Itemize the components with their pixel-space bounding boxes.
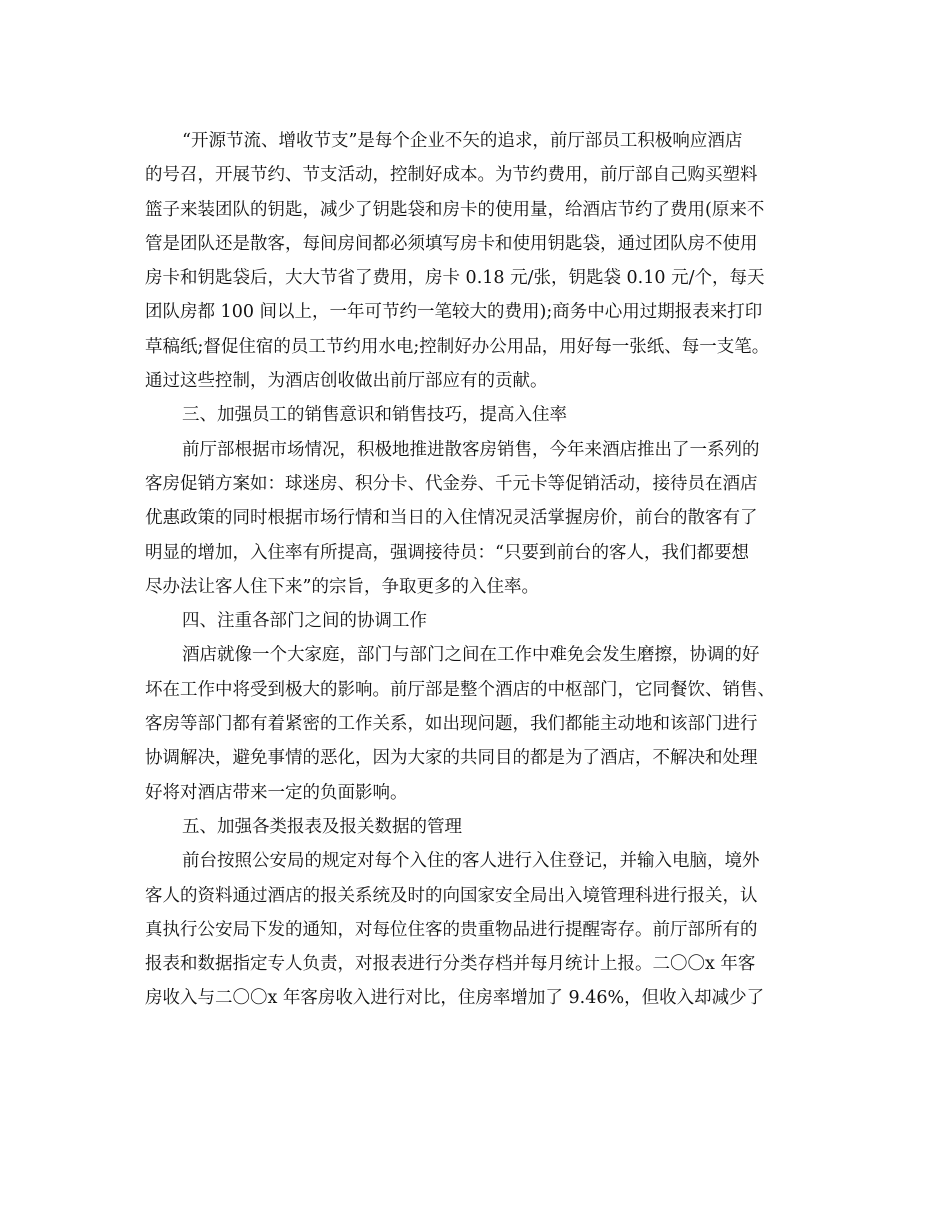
paragraph-line: 客房促销方案如：球迷房、积分卡、代金券、千元卡等促销活动，接待员在酒店 (145, 473, 758, 494)
paragraph-line: 坏在工作中将受到极大的影响。前厅部是整个酒店的中枢部门，它同餐饮、销售、 (145, 679, 775, 700)
paragraph-line: 管是团队还是散客，每间房间都必须填写房卡和使用钥匙袋，通过团队房不使用 (145, 233, 758, 254)
paragraph-line: 前台按照公安局的规定对每个入住的客人进行入住登记，并输入电脑，境外 (182, 851, 760, 872)
paragraph-line: 通过这些控制，为酒店创收做出前厅部应有的贡献。 (145, 371, 548, 392)
paragraph-line: 篮子来装团队的钥匙，减少了钥匙袋和房卡的使用量，给酒店节约了费用(原来不 (145, 199, 765, 220)
paragraph-line: 好将对酒店带来一定的负面影响。 (145, 782, 408, 803)
paragraph-line: 团队房都 100 间以上，一年可节约一笔较大的费用);商务中心用过期报表来打印 (145, 302, 763, 323)
section-heading: 五、加强各类报表及报关数据的管理 (182, 816, 462, 837)
paragraph-line: 前厅部根据市场情况，积极地推进散客房销售，今年来酒店推出了一系列的 (182, 439, 760, 460)
paragraph-line: 协调解决，避免事情的恶化，因为大家的共同目的都是为了酒店，不解决和处理 (145, 748, 758, 769)
paragraph-line: 客人的资料通过酒店的报关系统及时的向国家安全局出入境管理科进行报关，认 (145, 885, 758, 906)
section-heading: 三、加强员工的销售意识和销售技巧，提高入住率 (182, 405, 567, 426)
paragraph-line: 真执行公安局下发的通知，对每位住客的贵重物品进行提醒寄存。前厅部所有的 (145, 919, 758, 940)
paragraph-line: 房收入与二〇〇x 年客房收入进行对比，住房率增加了 9.46%，但收入却减少了 (145, 988, 765, 1009)
paragraph-line: “开源节流、增收节支”是每个企业不矢的追求，前厅部员工积极响应酒店 (182, 131, 743, 151)
paragraph-line: 明显的增加，入住率有所提高，强调接待员：“只要到前台的客人，我们都要想 (145, 542, 749, 563)
document-body (145, 124, 813, 1016)
paragraph-line: 尽办法让客人住下来”的宗旨，争取更多的入住率。 (145, 576, 539, 597)
paragraph-line: 房卡和钥匙袋后，大大节省了费用，房卡 0.18 元/张，钥匙袋 0.10 元/个，每天 (145, 268, 765, 289)
section-heading: 四、注重各部门之间的协调工作 (182, 611, 427, 632)
paragraph-line: 的号召，开展节约、节支活动，控制好成本。为节约费用，前厅部自己购买塑料 (145, 165, 758, 186)
paragraph-line: 客房等部门都有着紧密的工作关系，如出现问题，我们都能主动地和该部门进行 (145, 714, 758, 735)
paragraph-line: 报表和数据指定专人负责，对报表进行分类存档并每月统计上报。二〇〇x 年客 (145, 954, 756, 975)
paragraph-line: 酒店就像一个大家庭，部门与部门之间在工作中难免会发生磨擦，协调的好 (182, 645, 760, 666)
paragraph-line: 草稿纸;督促住宿的员工节约用水电;控制好办公用品，用好每一张纸、每一支笔。 (145, 336, 770, 357)
paragraph-line: 优惠政策的同时根据市场行情和当日的入住情况灵活掌握房价，前台的散客有了 (145, 508, 758, 529)
